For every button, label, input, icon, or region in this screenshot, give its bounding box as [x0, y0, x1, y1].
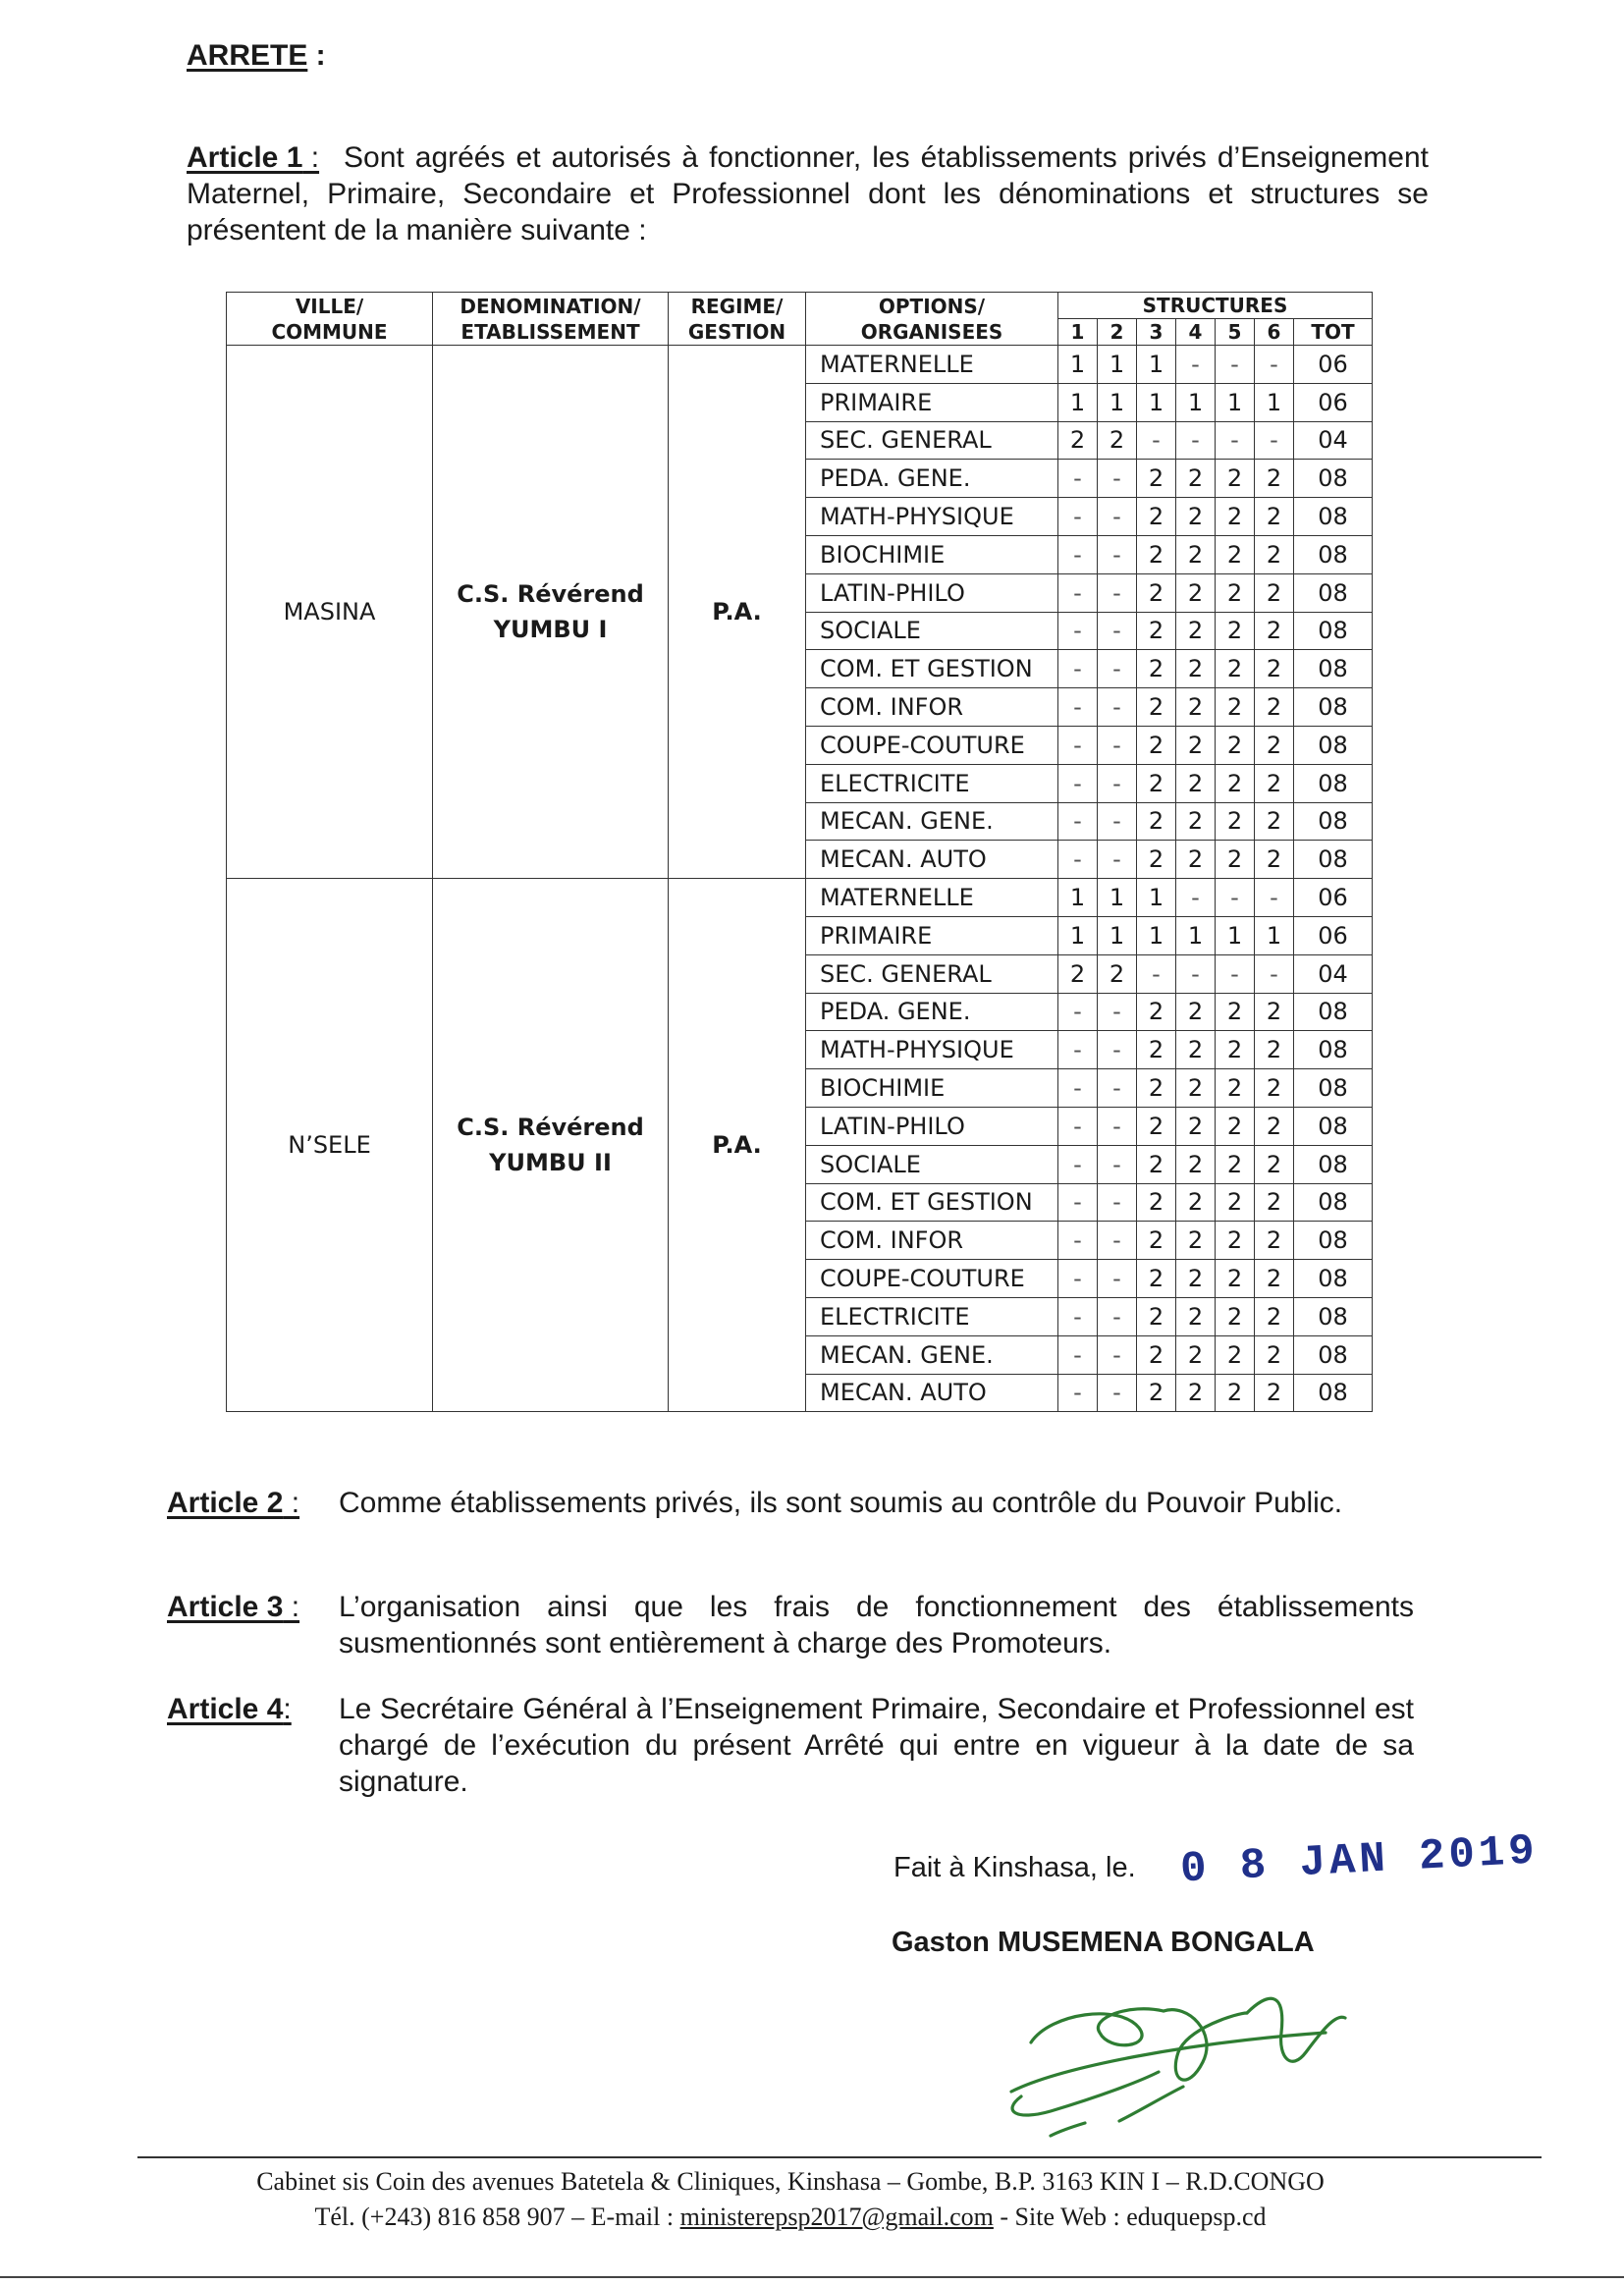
- structure-cell-3: 2: [1137, 1069, 1176, 1108]
- footer-website: - Site Web : eduquepsp.cd: [993, 2203, 1267, 2231]
- structure-cell-6: 2: [1255, 1374, 1294, 1412]
- structure-cell-5: -: [1216, 879, 1255, 917]
- structure-cell-4: 2: [1176, 1222, 1216, 1260]
- structure-cell-2: 1: [1098, 383, 1137, 421]
- col-header-s2: 2: [1098, 319, 1137, 346]
- structure-cell-4: 2: [1176, 535, 1216, 573]
- structure-cell-1: -: [1058, 1069, 1098, 1108]
- col-header-s3: 3: [1137, 319, 1176, 346]
- structure-cell-4: 2: [1176, 1260, 1216, 1298]
- structure-cell-4: 2: [1176, 498, 1216, 536]
- total-cell: 08: [1294, 688, 1373, 727]
- option-cell: PRIMAIRE: [806, 916, 1058, 954]
- total-cell: 08: [1294, 841, 1373, 879]
- option-cell: SEC. GENERAL: [806, 421, 1058, 460]
- total-cell: 08: [1294, 1107, 1373, 1145]
- structure-cell-3: 2: [1137, 688, 1176, 727]
- footer-phone: Tél. (+243) 816 858 907 – E-mail :: [314, 2203, 680, 2231]
- structure-cell-3: 2: [1137, 498, 1176, 536]
- signatory-name: Gaston MUSEMENA BONGALA: [892, 1927, 1315, 1958]
- structure-cell-5: 2: [1216, 993, 1255, 1031]
- structure-cell-3: 2: [1137, 1374, 1176, 1412]
- structure-cell-6: -: [1255, 954, 1294, 993]
- structure-cell-3: -: [1137, 954, 1176, 993]
- structure-cell-6: 2: [1255, 993, 1294, 1031]
- total-cell: 08: [1294, 498, 1373, 536]
- option-cell: MATH-PHYSIQUE: [806, 498, 1058, 536]
- article-3-sep: :: [283, 1591, 300, 1623]
- structure-cell-6: -: [1255, 879, 1294, 917]
- option-cell: LATIN-PHILO: [806, 1107, 1058, 1145]
- structure-cell-1: -: [1058, 726, 1098, 764]
- structure-cell-2: -: [1098, 802, 1137, 841]
- structure-cell-5: 2: [1216, 1031, 1255, 1069]
- structure-cell-4: 2: [1176, 688, 1216, 727]
- structure-cell-5: 2: [1216, 1374, 1255, 1412]
- footer-rule: [137, 2156, 1542, 2158]
- structure-cell-6: -: [1255, 346, 1294, 384]
- structure-cell-6: 1: [1255, 916, 1294, 954]
- article-1: [187, 139, 1429, 248]
- article-2-label: [167, 1485, 299, 1521]
- structure-cell-2: -: [1098, 498, 1137, 536]
- structure-cell-3: 2: [1137, 573, 1176, 612]
- option-cell: BIOCHIMIE: [806, 535, 1058, 573]
- total-cell: 04: [1294, 954, 1373, 993]
- total-cell: 08: [1294, 993, 1373, 1031]
- structure-cell-1: -: [1058, 802, 1098, 841]
- col-header-regime-l1: REGIME/: [690, 294, 784, 318]
- col-header-regime-l2: GESTION: [687, 319, 786, 344]
- structure-cell-2: -: [1098, 460, 1137, 498]
- structure-cell-3: 2: [1137, 1183, 1176, 1222]
- structure-cell-6: 2: [1255, 1335, 1294, 1374]
- structure-cell-3: 2: [1137, 841, 1176, 879]
- structure-cell-5: 2: [1216, 688, 1255, 727]
- structure-cell-6: 2: [1255, 802, 1294, 841]
- structure-cell-2: 1: [1098, 879, 1137, 917]
- article-4-label: [167, 1691, 292, 1727]
- structure-cell-3: 2: [1137, 1145, 1176, 1183]
- option-cell: COM. ET GESTION: [806, 650, 1058, 688]
- structure-cell-6: 2: [1255, 841, 1294, 879]
- structure-cell-2: -: [1098, 1374, 1137, 1412]
- structure-cell-5: -: [1216, 346, 1255, 384]
- structure-cell-5: 2: [1216, 764, 1255, 802]
- structure-cell-1: -: [1058, 612, 1098, 650]
- structure-cell-5: 2: [1216, 1260, 1255, 1298]
- option-cell: MECAN. AUTO: [806, 1374, 1058, 1412]
- article-1-sep: :: [302, 141, 320, 174]
- structures-table: [226, 292, 1373, 1412]
- structure-cell-2: 1: [1098, 346, 1137, 384]
- structure-cell-6: 2: [1255, 535, 1294, 573]
- article-3-text: L’organisation ainsi que les frais de fonctionnement des établissements susmentionnés sont entièrement à charge des Promoteurs.: [339, 1591, 1414, 1659]
- option-cell: SEC. GENERAL: [806, 954, 1058, 993]
- structure-cell-4: 2: [1176, 841, 1216, 879]
- option-cell: MECAN. GENE.: [806, 802, 1058, 841]
- handwritten-signature: [992, 1974, 1365, 2146]
- structure-cell-1: -: [1058, 573, 1098, 612]
- option-cell: COUPE-COUTURE: [806, 1260, 1058, 1298]
- structure-cell-5: 2: [1216, 498, 1255, 536]
- structure-cell-6: 2: [1255, 1260, 1294, 1298]
- article-3: [167, 1589, 1414, 1661]
- structure-cell-6: 2: [1255, 1107, 1294, 1145]
- structure-cell-2: -: [1098, 1222, 1137, 1260]
- total-cell: 06: [1294, 346, 1373, 384]
- structure-cell-6: 2: [1255, 573, 1294, 612]
- structure-cell-4: 2: [1176, 650, 1216, 688]
- structure-cell-2: -: [1098, 535, 1137, 573]
- structure-cell-2: -: [1098, 573, 1137, 612]
- structure-cell-2: 2: [1098, 421, 1137, 460]
- structure-cell-3: 2: [1137, 1107, 1176, 1145]
- structure-cell-4: 2: [1176, 802, 1216, 841]
- structure-cell-4: 2: [1176, 1374, 1216, 1412]
- structure-cell-4: 1: [1176, 383, 1216, 421]
- structure-cell-6: -: [1255, 421, 1294, 460]
- structure-cell-6: 2: [1255, 650, 1294, 688]
- article-1-text: Sont agréés et autorisés à fonctionner, les établissements privés d’Enseignement Maternel, Primaire, Secondaire et Professionnel dont les dénominations et structures se présentent de la manière suivante :: [187, 141, 1429, 246]
- denomination-line: YUMBU II: [489, 1149, 612, 1177]
- structure-cell-2: -: [1098, 1145, 1137, 1183]
- structure-cell-3: 2: [1137, 1335, 1176, 1374]
- structure-cell-3: 2: [1137, 1297, 1176, 1335]
- col-header-regime: [669, 293, 806, 346]
- structure-cell-5: 2: [1216, 573, 1255, 612]
- structure-cell-3: 1: [1137, 916, 1176, 954]
- place-text: Fait à Kinshasa, le.: [893, 1852, 1136, 1883]
- footer-contact: [167, 2200, 1414, 2235]
- structure-cell-3: 2: [1137, 802, 1176, 841]
- structure-cell-5: 2: [1216, 1222, 1255, 1260]
- structure-cell-6: 2: [1255, 1145, 1294, 1183]
- structure-cell-3: 2: [1137, 1222, 1176, 1260]
- structure-cell-3: 1: [1137, 383, 1176, 421]
- option-cell: PEDA. GENE.: [806, 460, 1058, 498]
- footer-email-link[interactable]: ministerepsp2017@gmail.com: [679, 2203, 994, 2231]
- total-cell: 06: [1294, 383, 1373, 421]
- total-cell: 08: [1294, 1031, 1373, 1069]
- structure-cell-4: -: [1176, 954, 1216, 993]
- total-cell: 08: [1294, 1145, 1373, 1183]
- total-cell: 08: [1294, 764, 1373, 802]
- structure-cell-1: 1: [1058, 346, 1098, 384]
- option-cell: ELECTRICITE: [806, 1297, 1058, 1335]
- option-cell: SOCIALE: [806, 612, 1058, 650]
- total-cell: 08: [1294, 1297, 1373, 1335]
- col-header-options-l1: OPTIONS/: [878, 294, 986, 318]
- structure-cell-1: -: [1058, 1183, 1098, 1222]
- structure-cell-6: 2: [1255, 726, 1294, 764]
- col-header-ville-l1: VILLE/: [295, 294, 364, 318]
- structure-cell-2: -: [1098, 688, 1137, 727]
- structure-cell-1: -: [1058, 1260, 1098, 1298]
- article-2-sep: :: [283, 1487, 300, 1519]
- structure-cell-6: 2: [1255, 1297, 1294, 1335]
- date-stamp: 0 8 JAN 2019: [1178, 1826, 1540, 1895]
- structure-cell-6: 2: [1255, 498, 1294, 536]
- structure-cell-4: 2: [1176, 1183, 1216, 1222]
- structure-cell-5: 2: [1216, 841, 1255, 879]
- structure-cell-5: 2: [1216, 726, 1255, 764]
- structure-cell-3: 2: [1137, 535, 1176, 573]
- structure-cell-3: 2: [1137, 1031, 1176, 1069]
- structure-cell-4: 2: [1176, 726, 1216, 764]
- structure-cell-5: 2: [1216, 535, 1255, 573]
- col-header-options-l2: ORGANISEES: [860, 319, 1003, 344]
- article-4-label-text: Article 4: [167, 1693, 284, 1725]
- option-cell: ELECTRICITE: [806, 764, 1058, 802]
- structure-cell-1: -: [1058, 1222, 1098, 1260]
- regime-cell: P.A.: [669, 879, 806, 1412]
- denomination-line: C.S. Révérend: [457, 580, 644, 609]
- col-header-s6: 6: [1255, 319, 1294, 346]
- place-date-line: [893, 1852, 1136, 1884]
- total-cell: 08: [1294, 1335, 1373, 1374]
- structure-cell-5: -: [1216, 954, 1255, 993]
- structure-cell-3: 2: [1137, 993, 1176, 1031]
- structure-cell-5: 2: [1216, 1145, 1255, 1183]
- option-cell: COM. ET GESTION: [806, 1183, 1058, 1222]
- structure-cell-6: 2: [1255, 764, 1294, 802]
- denomination-cell: [433, 346, 669, 879]
- structure-cell-2: -: [1098, 726, 1137, 764]
- article-4-sep: :: [283, 1693, 292, 1725]
- structure-cell-4: 2: [1176, 1031, 1216, 1069]
- structure-cell-2: -: [1098, 1297, 1137, 1335]
- article-2: [167, 1485, 1414, 1521]
- ville-commune-cell: MASINA: [227, 346, 433, 879]
- structure-cell-3: 2: [1137, 612, 1176, 650]
- structure-cell-5: 2: [1216, 1183, 1255, 1222]
- col-header-denomination-l2: ETABLISSEMENT: [460, 319, 640, 344]
- structure-cell-4: -: [1176, 879, 1216, 917]
- col-header-options: [806, 293, 1058, 346]
- total-cell: 08: [1294, 1069, 1373, 1108]
- structure-cell-1: -: [1058, 1107, 1098, 1145]
- structure-cell-4: -: [1176, 421, 1216, 460]
- structure-cell-2: -: [1098, 841, 1137, 879]
- structure-cell-5: 2: [1216, 1335, 1255, 1374]
- structure-cell-3: 2: [1137, 1260, 1176, 1298]
- structure-cell-1: 2: [1058, 421, 1098, 460]
- ville-commune-cell: N’SELE: [227, 879, 433, 1412]
- option-cell: PEDA. GENE.: [806, 993, 1058, 1031]
- total-cell: 04: [1294, 421, 1373, 460]
- structures-table-body: [227, 346, 1373, 1412]
- structure-cell-4: 1: [1176, 916, 1216, 954]
- option-cell: MATERNELLE: [806, 879, 1058, 917]
- structure-cell-5: 2: [1216, 460, 1255, 498]
- structure-cell-1: -: [1058, 1145, 1098, 1183]
- structure-cell-1: -: [1058, 688, 1098, 727]
- regime-cell: P.A.: [669, 346, 806, 879]
- structure-cell-1: -: [1058, 764, 1098, 802]
- structure-cell-4: 2: [1176, 573, 1216, 612]
- structure-cell-1: -: [1058, 535, 1098, 573]
- col-header-denomination: [433, 293, 669, 346]
- structure-cell-2: -: [1098, 1335, 1137, 1374]
- option-cell: COM. INFOR: [806, 688, 1058, 727]
- structure-cell-1: -: [1058, 1335, 1098, 1374]
- structure-cell-6: 2: [1255, 688, 1294, 727]
- structure-cell-4: -: [1176, 346, 1216, 384]
- table-row: [227, 346, 1373, 384]
- col-header-s1: 1: [1058, 319, 1098, 346]
- structure-cell-1: -: [1058, 1031, 1098, 1069]
- structure-cell-1: -: [1058, 650, 1098, 688]
- structure-cell-3: 2: [1137, 764, 1176, 802]
- structure-cell-4: 2: [1176, 993, 1216, 1031]
- page-heading: [187, 39, 326, 73]
- structure-cell-6: 1: [1255, 383, 1294, 421]
- structure-cell-6: 2: [1255, 1222, 1294, 1260]
- option-cell: COM. INFOR: [806, 1222, 1058, 1260]
- structure-cell-1: -: [1058, 1297, 1098, 1335]
- option-cell: PRIMAIRE: [806, 383, 1058, 421]
- structure-cell-6: 2: [1255, 612, 1294, 650]
- article-4: [167, 1691, 1414, 1800]
- bottom-edge-line: [0, 2276, 1624, 2278]
- col-header-denomination-l1: DENOMINATION/: [460, 294, 641, 318]
- structure-cell-2: -: [1098, 1107, 1137, 1145]
- total-cell: 08: [1294, 535, 1373, 573]
- structure-cell-2: 2: [1098, 954, 1137, 993]
- structure-cell-5: 2: [1216, 802, 1255, 841]
- structure-cell-4: 2: [1176, 1335, 1216, 1374]
- article-4-text: Le Secrétaire Général à l’Enseignement Primaire, Secondaire et Professionnel est chargé de l’exécution du présent Arrêté qui entre en vigueur à la date de sa signature.: [339, 1693, 1414, 1798]
- denomination-line: C.S. Révérend: [457, 1114, 644, 1142]
- table-row: [227, 879, 1373, 917]
- structure-cell-5: 2: [1216, 650, 1255, 688]
- total-cell: 08: [1294, 802, 1373, 841]
- total-cell: 08: [1294, 573, 1373, 612]
- total-cell: 08: [1294, 1222, 1373, 1260]
- structure-cell-4: 2: [1176, 1107, 1216, 1145]
- structure-cell-5: 2: [1216, 1107, 1255, 1145]
- option-cell: MATH-PHYSIQUE: [806, 1031, 1058, 1069]
- structure-cell-4: 2: [1176, 1297, 1216, 1335]
- structure-cell-2: -: [1098, 1069, 1137, 1108]
- structure-cell-3: 2: [1137, 726, 1176, 764]
- total-cell: 08: [1294, 1374, 1373, 1412]
- structure-cell-2: -: [1098, 612, 1137, 650]
- structure-cell-5: 2: [1216, 612, 1255, 650]
- structure-cell-4: 2: [1176, 460, 1216, 498]
- total-cell: 06: [1294, 879, 1373, 917]
- option-cell: COUPE-COUTURE: [806, 726, 1058, 764]
- total-cell: 08: [1294, 726, 1373, 764]
- structure-cell-1: 1: [1058, 383, 1098, 421]
- structure-cell-5: -: [1216, 421, 1255, 460]
- structure-cell-3: 1: [1137, 879, 1176, 917]
- article-3-label: [167, 1589, 299, 1625]
- denomination-line: YUMBU I: [493, 616, 608, 644]
- structure-cell-6: 2: [1255, 1069, 1294, 1108]
- structure-cell-2: 1: [1098, 916, 1137, 954]
- structure-cell-1: -: [1058, 841, 1098, 879]
- option-cell: BIOCHIMIE: [806, 1069, 1058, 1108]
- article-2-label-text: Article 2: [167, 1487, 284, 1519]
- structure-cell-1: -: [1058, 993, 1098, 1031]
- article-1-label: [187, 139, 319, 176]
- col-header-tot: TOT: [1294, 319, 1373, 346]
- structure-cell-5: 1: [1216, 916, 1255, 954]
- structure-cell-5: 1: [1216, 383, 1255, 421]
- structure-cell-1: -: [1058, 460, 1098, 498]
- col-header-s5: 5: [1216, 319, 1255, 346]
- col-header-structures: STRUCTURES: [1058, 293, 1373, 319]
- structure-cell-1: -: [1058, 498, 1098, 536]
- structure-cell-2: -: [1098, 1260, 1137, 1298]
- heading-colon: :: [307, 39, 326, 72]
- option-cell: MECAN. GENE.: [806, 1335, 1058, 1374]
- structure-cell-1: 2: [1058, 954, 1098, 993]
- total-cell: 08: [1294, 1183, 1373, 1222]
- heading-text: ARRETE: [187, 39, 308, 72]
- total-cell: 08: [1294, 612, 1373, 650]
- structure-cell-6: 2: [1255, 1031, 1294, 1069]
- denomination-cell: [433, 879, 669, 1412]
- option-cell: LATIN-PHILO: [806, 573, 1058, 612]
- structure-cell-5: 2: [1216, 1069, 1255, 1108]
- structure-cell-6: 2: [1255, 1183, 1294, 1222]
- structure-cell-3: 2: [1137, 460, 1176, 498]
- structure-cell-1: 1: [1058, 916, 1098, 954]
- total-cell: 06: [1294, 916, 1373, 954]
- structure-cell-6: 2: [1255, 460, 1294, 498]
- structure-cell-3: 1: [1137, 346, 1176, 384]
- option-cell: MATERNELLE: [806, 346, 1058, 384]
- col-header-ville-l2: COMMUNE: [271, 319, 388, 344]
- structure-cell-1: 1: [1058, 879, 1098, 917]
- article-3-label-text: Article 3: [167, 1591, 284, 1623]
- total-cell: 08: [1294, 1260, 1373, 1298]
- structure-cell-2: -: [1098, 1031, 1137, 1069]
- structure-cell-3: -: [1137, 421, 1176, 460]
- article-1-label-text: Article 1: [187, 141, 303, 174]
- structure-cell-4: 2: [1176, 764, 1216, 802]
- structure-cell-2: -: [1098, 650, 1137, 688]
- structure-cell-1: -: [1058, 1374, 1098, 1412]
- total-cell: 08: [1294, 460, 1373, 498]
- structure-cell-2: -: [1098, 764, 1137, 802]
- option-cell: MECAN. AUTO: [806, 841, 1058, 879]
- structure-cell-2: -: [1098, 1183, 1137, 1222]
- structure-cell-4: 2: [1176, 1145, 1216, 1183]
- total-cell: 08: [1294, 650, 1373, 688]
- structure-cell-4: 2: [1176, 1069, 1216, 1108]
- footer-address: Cabinet sis Coin des avenues Batetela & Cliniques, Kinshasa – Gombe, B.P. 3163 KIN I – R.D.CONGO: [256, 2167, 1325, 2196]
- col-header-s4: 4: [1176, 319, 1216, 346]
- col-header-ville: [227, 293, 433, 346]
- structure-cell-4: 2: [1176, 612, 1216, 650]
- structure-cell-2: -: [1098, 993, 1137, 1031]
- structure-cell-3: 2: [1137, 650, 1176, 688]
- article-2-text: Comme établissements privés, ils sont soumis au contrôle du Pouvoir Public.: [339, 1487, 1343, 1519]
- structure-cell-5: 2: [1216, 1297, 1255, 1335]
- option-cell: SOCIALE: [806, 1145, 1058, 1183]
- footer: [167, 2164, 1414, 2235]
